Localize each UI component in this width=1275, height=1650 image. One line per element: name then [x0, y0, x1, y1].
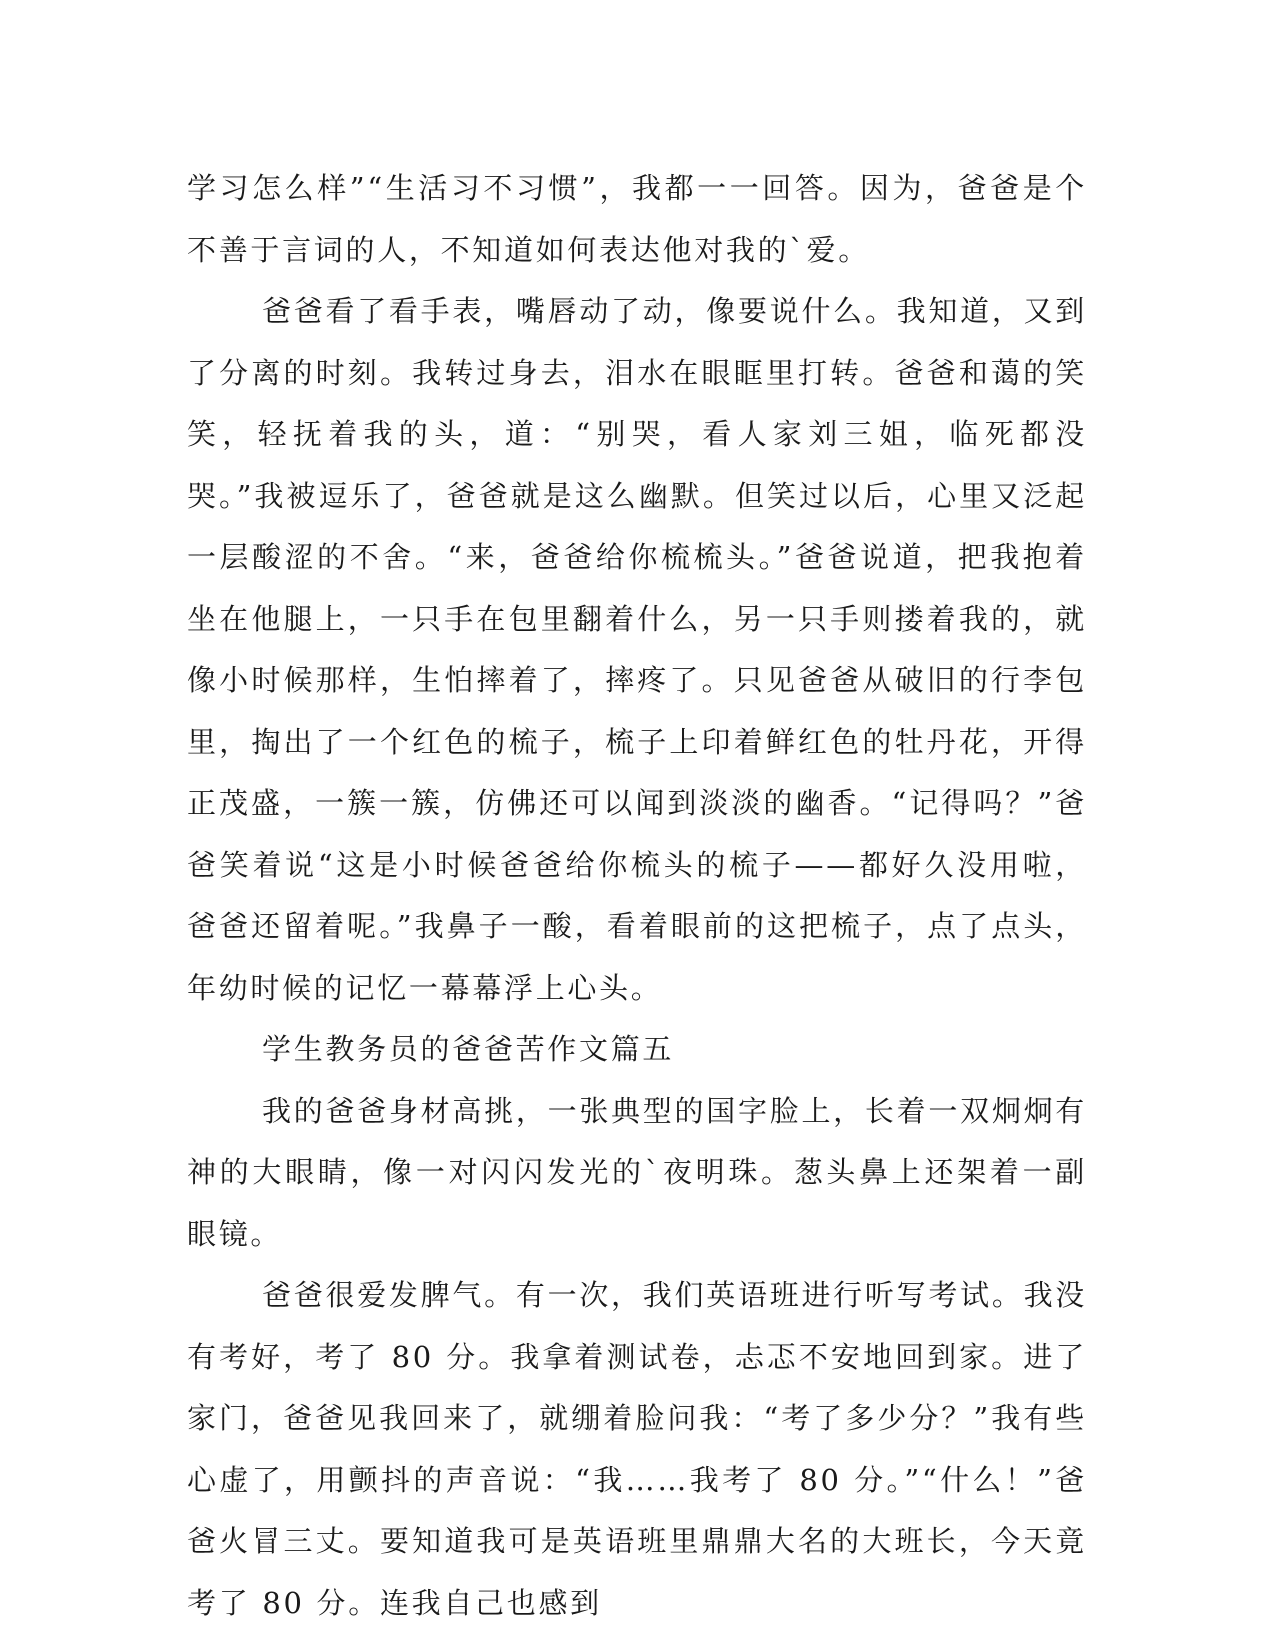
- section-title: 学生教务员的爸爸苦作文篇五: [262, 1032, 675, 1066]
- paragraph-1: 学习怎么样”“生活习不习惯”，我都一一回答。因为，爸爸是个不善于言词的人，不知道如何表达他对我的`爱。: [187, 171, 1087, 267]
- paragraph-2: 爸爸看了看手表，嘴唇动了动，像要说什么。我知道，又到了分离的时刻。我转过身去，泪水在眼眶里打转。爸爸和蔼的笑笑，轻抚着我的头，道：“别哭，看人家刘三姐，临死都没哭。”我被逗乐了，爸爸就是这么幽默。但笑过以后，心里又泛起一层酸涩的不舍。“来，爸爸给你梳梳头。”爸爸说道，把我抱着坐在他腿上，一只手在包里翻着什么，另一只手则搂着我的，就像小时候那样，生怕摔着了，摔疼了。只见爸爸从破旧的行李包里，掏出了一个红色的梳子，梳子上印着鲜红色的牡丹花，开得正茂盛，一簇一簇，仿佛还可以闻到淡淡的幽香。“记得吗？”爸爸笑着说“这是小时候爸爸给你梳头的梳子——都好久没用啦，爸爸还留着呢。”我鼻子一酸，看着眼前的这把梳子，点了点头，年幼时候的记忆一幕幕浮上心头。: [187, 294, 1087, 1005]
- paragraph-4: 爸爸很爱发脾气。有一次，我们英语班进行听写考试。我没有考好，考了 80 分。我拿着测试卷，忐忑不安地回到家。进了家门，爸爸见我回来了，就绷着脸问我：“考了多少分？”我有些心虚了，用颤抖的声音说：“我……我考了 80 分。”“什么！”爸爸火冒三丈。要知道我可是英语班里鼎鼎大名的大班长，今天竟考了 80 分。连我自己也感到: [187, 1278, 1087, 1620]
- document-body: [187, 158, 1087, 1634]
- paragraph-3: 我的爸爸身材高挑，一张典型的国字脸上，长着一双炯炯有神的大眼睛，像一对闪闪发光的`夜明珠。葱头鼻上还架着一副眼镜。: [187, 1093, 1087, 1251]
